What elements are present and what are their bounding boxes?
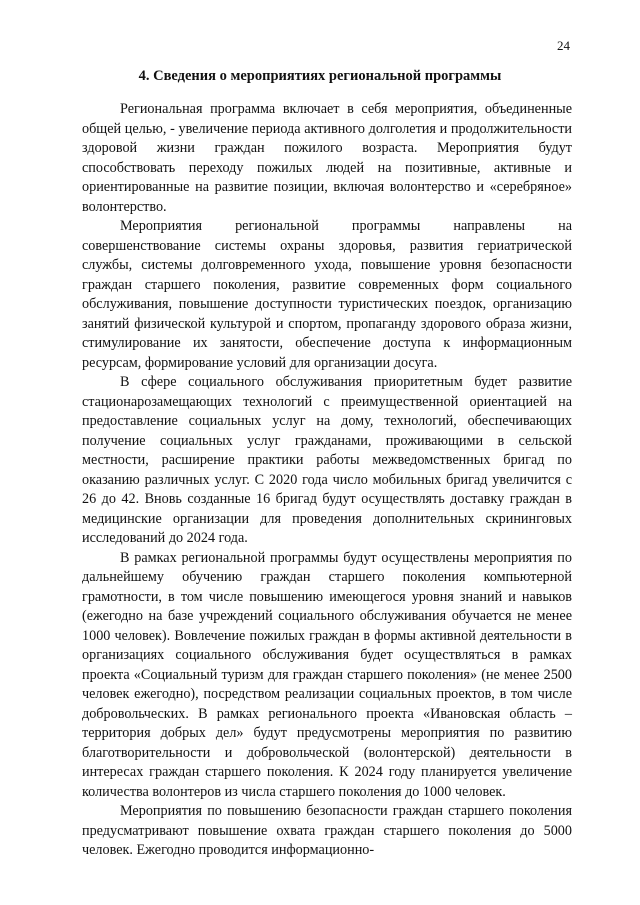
paragraph: Региональная программа включает в себя мероприятия, объединенные общей целью, - увеличение периода активного долголетия и продолжительности здоровой жизни граждан пожилого возраста. Мероприятия будут способствовать переходу пожилых людей на позитивные, активные и ориентированные на развитие позиции, включая волонтерство и «серебряное» волонтерство. [82,101,572,215]
body-text [82,100,572,861]
page-number: 24 [557,38,570,53]
paragraph: В рамках региональной программы будут осуществлены мероприятия по дальнейшему обучению граждан старшего поколения компьютерной грамотности, в том числе повышению имеющегося уровня знаний и навыков (ежегодно на базе учреждений социального обслуживания обучается не менее 1000 человек). Вовлечение пожилых граждан в формы активной деятельности в организациях социального обслуживания будет осуществляться в рамках проекта «Социальный туризм для граждан старшего поколения» (не менее 2500 человек ежегодно), посредством реализации социальных проектов, в том числе добровольческих. В рамках регионального проекта «Ивановская область – территория добрых дел» будут предусмотрены мероприятия по развитию благотворительности и добровольческой (волонтерской) деятельности в интересах граждан старшего поколения. К 2024 году планируется увеличение количества волонтеров из числа старшего поколения до 1000 человек. [82,549,572,800]
paragraph: В сфере социального обслуживания приоритетным будет развитие стационарозамещающих технологий с преимущественной ориентацией на предоставление социальных услуг на дому, технологий, обеспечивающих получение социальных услуг гражданами, проживающими в сельской местности, расширение практики работы межведомственных бригад по оказанию различных услуг. С 2020 года число мобильных бригад увеличится с 26 до 42. Вновь созданные 16 бригад будут осуществлять доставку граждан в медицинские организации для проведения дополнительных скрининговых исследований до 2024 года. [82,374,572,546]
section-title: 4. Сведения о мероприятиях региональной программы [138,68,502,84]
paragraph: Мероприятия региональной программы направлены на совершенствование системы охраны здоровья, развития гериатрической службы, системы долговременного ухода, повышение уровня безопасности граждан старшего поколения, развитие современных форм социального обслуживания, повышение доступности туристических поездок, организацию занятий физической культурой и спортом, пропаганду здорового образа жизни, стимулирование их занятости, обеспечение доступа к информационным ресурсам, формирование условий для организации досуга. [82,218,572,371]
paragraph: Мероприятия по повышению безопасности граждан старшего поколения предусматривают повышение охвата граждан старшего поколения до 5000 человек. Ежегодно проводится информационно- [82,803,572,858]
